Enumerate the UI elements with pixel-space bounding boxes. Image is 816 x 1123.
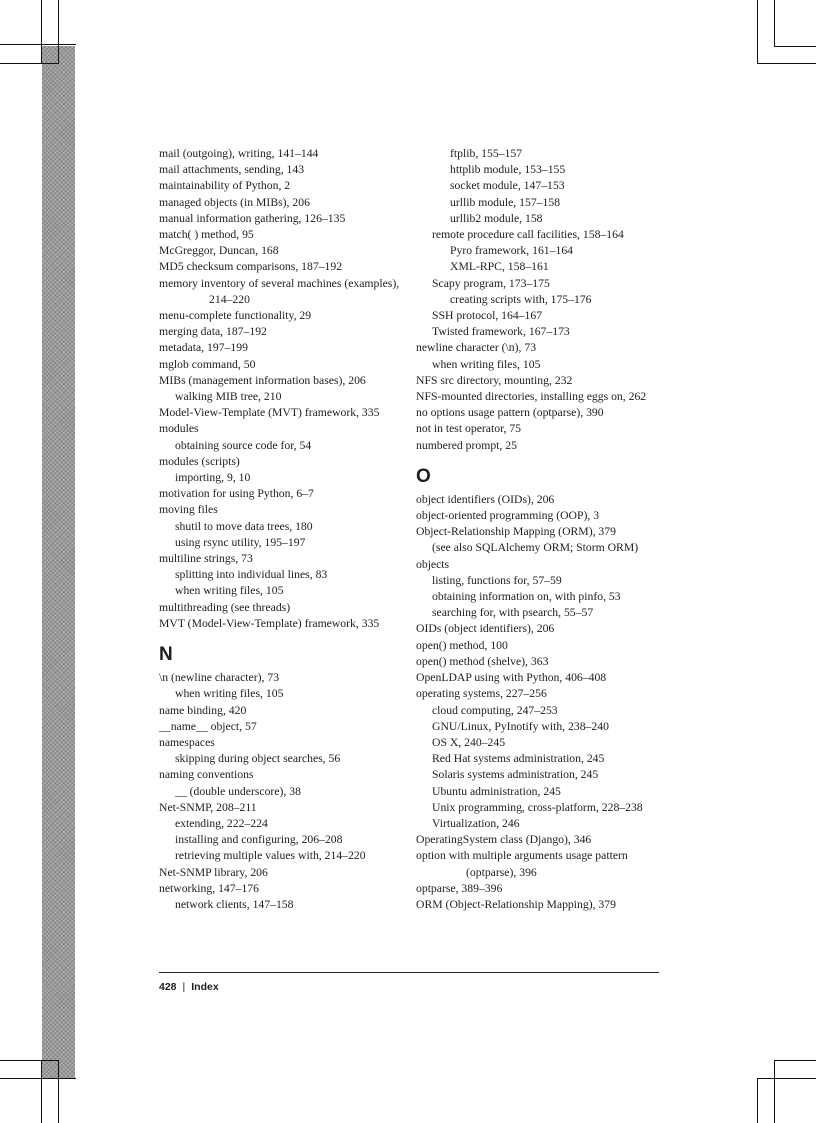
index-entry: motivation for using Python, 6–7 [159,487,314,501]
index-entry: maintainability of Python, 2 [159,179,291,193]
page-number: 428 [159,981,177,993]
index-subentry: retrieving multiple values with, 214–220 [175,849,366,863]
crop-mark [774,0,775,47]
index-entry: NFS src directory, mounting, 232 [416,373,573,387]
index-entry: MIBs (management information bases), 206 [159,373,366,387]
crop-mark [58,1060,59,1123]
crop-mark [774,1060,816,1061]
index-subentry: listing, functions for, 57–59 [432,573,562,587]
index-subentry: splitting into individual lines, 83 [175,568,328,582]
index-subentry: creating scripts with, 175–176 [450,292,592,306]
index-entry: naming conventions [159,768,254,782]
index-subentry: Red Hat systems administration, 245 [432,752,605,766]
index-subentry: Unix programming, cross-platform, 228–238 [432,800,643,814]
index-entry: match( ) method, 95 [159,228,254,242]
index-entry: memory inventory of several machines (examples), 214–220 [159,276,400,306]
crop-mark [757,63,816,64]
index-entry: __name__ object, 57 [159,719,257,733]
page-footer [159,981,219,993]
index-letter-heading: O [416,465,431,487]
index-entry: managed objects (in MIBs), 206 [159,195,310,209]
section-title: Index [191,981,219,993]
index-subentry: obtaining source code for, 54 [175,438,312,452]
index-entry: object identifiers (OIDs), 206 [416,492,555,506]
index-entry: open() method, 100 [416,638,508,652]
index-subentry: network clients, 147–158 [175,897,294,911]
index-subentry: OS X, 240–245 [432,735,506,749]
crop-mark [757,1078,758,1123]
index-subentry: extending, 222–224 [175,816,268,830]
index-subentry: Scapy program, 173–175 [432,276,550,290]
index-entry: networking, 147–176 [159,881,259,895]
index-subentry: ftplib, 155–157 [450,147,523,160]
crop-mark [58,0,59,64]
index-entry: NFS-mounted directories, installing eggs on, 262 [416,390,647,404]
index-entry: Model-View-Template (MVT) framework, 335 [159,406,380,420]
index-entry: moving files [159,503,218,517]
index-entry: OpenLDAP using with Python, 406–408 [416,671,607,685]
crop-mark [41,0,42,64]
index-entry: McGreggor, Duncan, 168 [159,244,279,258]
index-entry: no options usage pattern (optparse), 390 [416,406,604,420]
index-subentry: SSH protocol, 164–167 [432,309,543,323]
index-entry: Net-SNMP, 208–211 [159,800,257,814]
index-subentry: walking MIB tree, 210 [175,390,282,404]
index-entry: Net-SNMP library, 206 [159,865,268,879]
index-entry: mail (outgoing), writing, 141–144 [159,147,319,160]
index-subentry: importing, 9, 10 [175,471,251,485]
index-subentry: using rsync utility, 195–197 [175,535,306,549]
index-entry: object-oriented programming (OOP), 3 [416,509,600,523]
index-subentry: httplib module, 153–155 [450,163,566,177]
index-entry: OIDs (object identifiers), 206 [416,622,555,636]
index-entry: Object-Relationship Mapping (ORM), 379 [416,525,616,539]
index-entry: \n (newline character), 73 [159,671,280,685]
index-subentry: skipping during object searches, 56 [175,752,341,766]
index-subentry: obtaining information on, with pinfo, 53 [432,590,621,604]
crop-mark [0,1078,76,1079]
footer-rule [159,972,659,973]
index-entry: manual information gathering, 126–135 [159,211,346,225]
index-subentry: socket module, 147–153 [450,179,565,193]
index-subentry: when writing files, 105 [175,584,284,598]
index-entry: MVT (Model-View-Template) framework, 335 [159,616,380,630]
index-entry: not in test operator, 75 [416,422,522,436]
index-subentry: searching for, with psearch, 55–57 [432,606,594,620]
index-subentry: shutil to move data trees, 180 [175,519,313,533]
index-entry: objects [416,557,450,571]
index-entry: multithreading (see threads) [159,600,291,614]
index-entry: newline character (\n), 73 [416,341,537,355]
index-subentry: when writing files, 105 [175,687,284,701]
index-entry: operating systems, 227–256 [416,687,547,701]
index-entry: name binding, 420 [159,703,247,717]
index-subentry: cloud computing, 247–253 [432,703,558,717]
crop-mark [41,1060,42,1123]
index-entry: numbered prompt, 25 [416,438,517,452]
index-subentry: Pyro framework, 161–164 [450,244,574,258]
crop-mark [774,1060,775,1123]
index-entry: menu-complete functionality, 29 [159,309,312,323]
index-column-left [159,146,404,913]
index-entry: merging data, 187–192 [159,325,267,339]
index-subentry: Ubuntu administration, 245 [432,784,561,798]
index-letter-heading: N [159,644,173,666]
index-subentry: Twisted framework, 167–173 [432,325,570,339]
index-subentry: XML-RPC, 158–161 [450,260,549,274]
index-entry: mail attachments, sending, 143 [159,163,305,177]
index-entry: option with multiple arguments usage pattern (optparse), 396 [416,849,628,879]
index-subentry: installing and configuring, 206–208 [175,833,343,847]
crop-mark [0,1060,59,1061]
index-entry: metadata, 197–199 [159,341,248,355]
index-entry: ORM (Object-Relationship Mapping), 379 [416,897,616,911]
index-subentry: remote procedure call facilities, 158–164 [432,228,624,242]
index-subentry: urllib module, 157–158 [450,195,561,209]
index-entry: modules [159,422,199,436]
crop-mark [757,0,758,64]
index-subentry: (see also SQLAlchemy ORM; Storm ORM) [432,541,639,555]
crop-mark [0,44,76,45]
index-subentry: Solaris systems administration, 245 [432,768,599,782]
index-entry: open() method (shelve), 363 [416,654,549,668]
index-entry: optparse, 389–396 [416,881,503,895]
index-entry: MD5 checksum comparisons, 187–192 [159,260,343,274]
crop-mark [757,1078,816,1079]
index-entry: mglob command, 50 [159,357,256,371]
footer-separator: | [182,981,186,993]
index-column-right [416,146,661,913]
index-subentry: when writing files, 105 [432,357,541,371]
index-entry: multiline strings, 73 [159,552,253,566]
index-subentry: urllib2 module, 158 [450,211,543,225]
index-entry: OperatingSystem class (Django), 346 [416,833,592,847]
index-entry: namespaces [159,735,215,749]
margin-strip [42,46,75,1078]
crop-mark [774,46,816,47]
crop-mark [0,63,59,64]
index-subentry: Virtualization, 246 [432,816,520,830]
index-subentry: GNU/Linux, PyInotify with, 238–240 [432,719,609,733]
index-subentry: __ (double underscore), 38 [175,784,301,798]
index-entry: modules (scripts) [159,454,240,468]
